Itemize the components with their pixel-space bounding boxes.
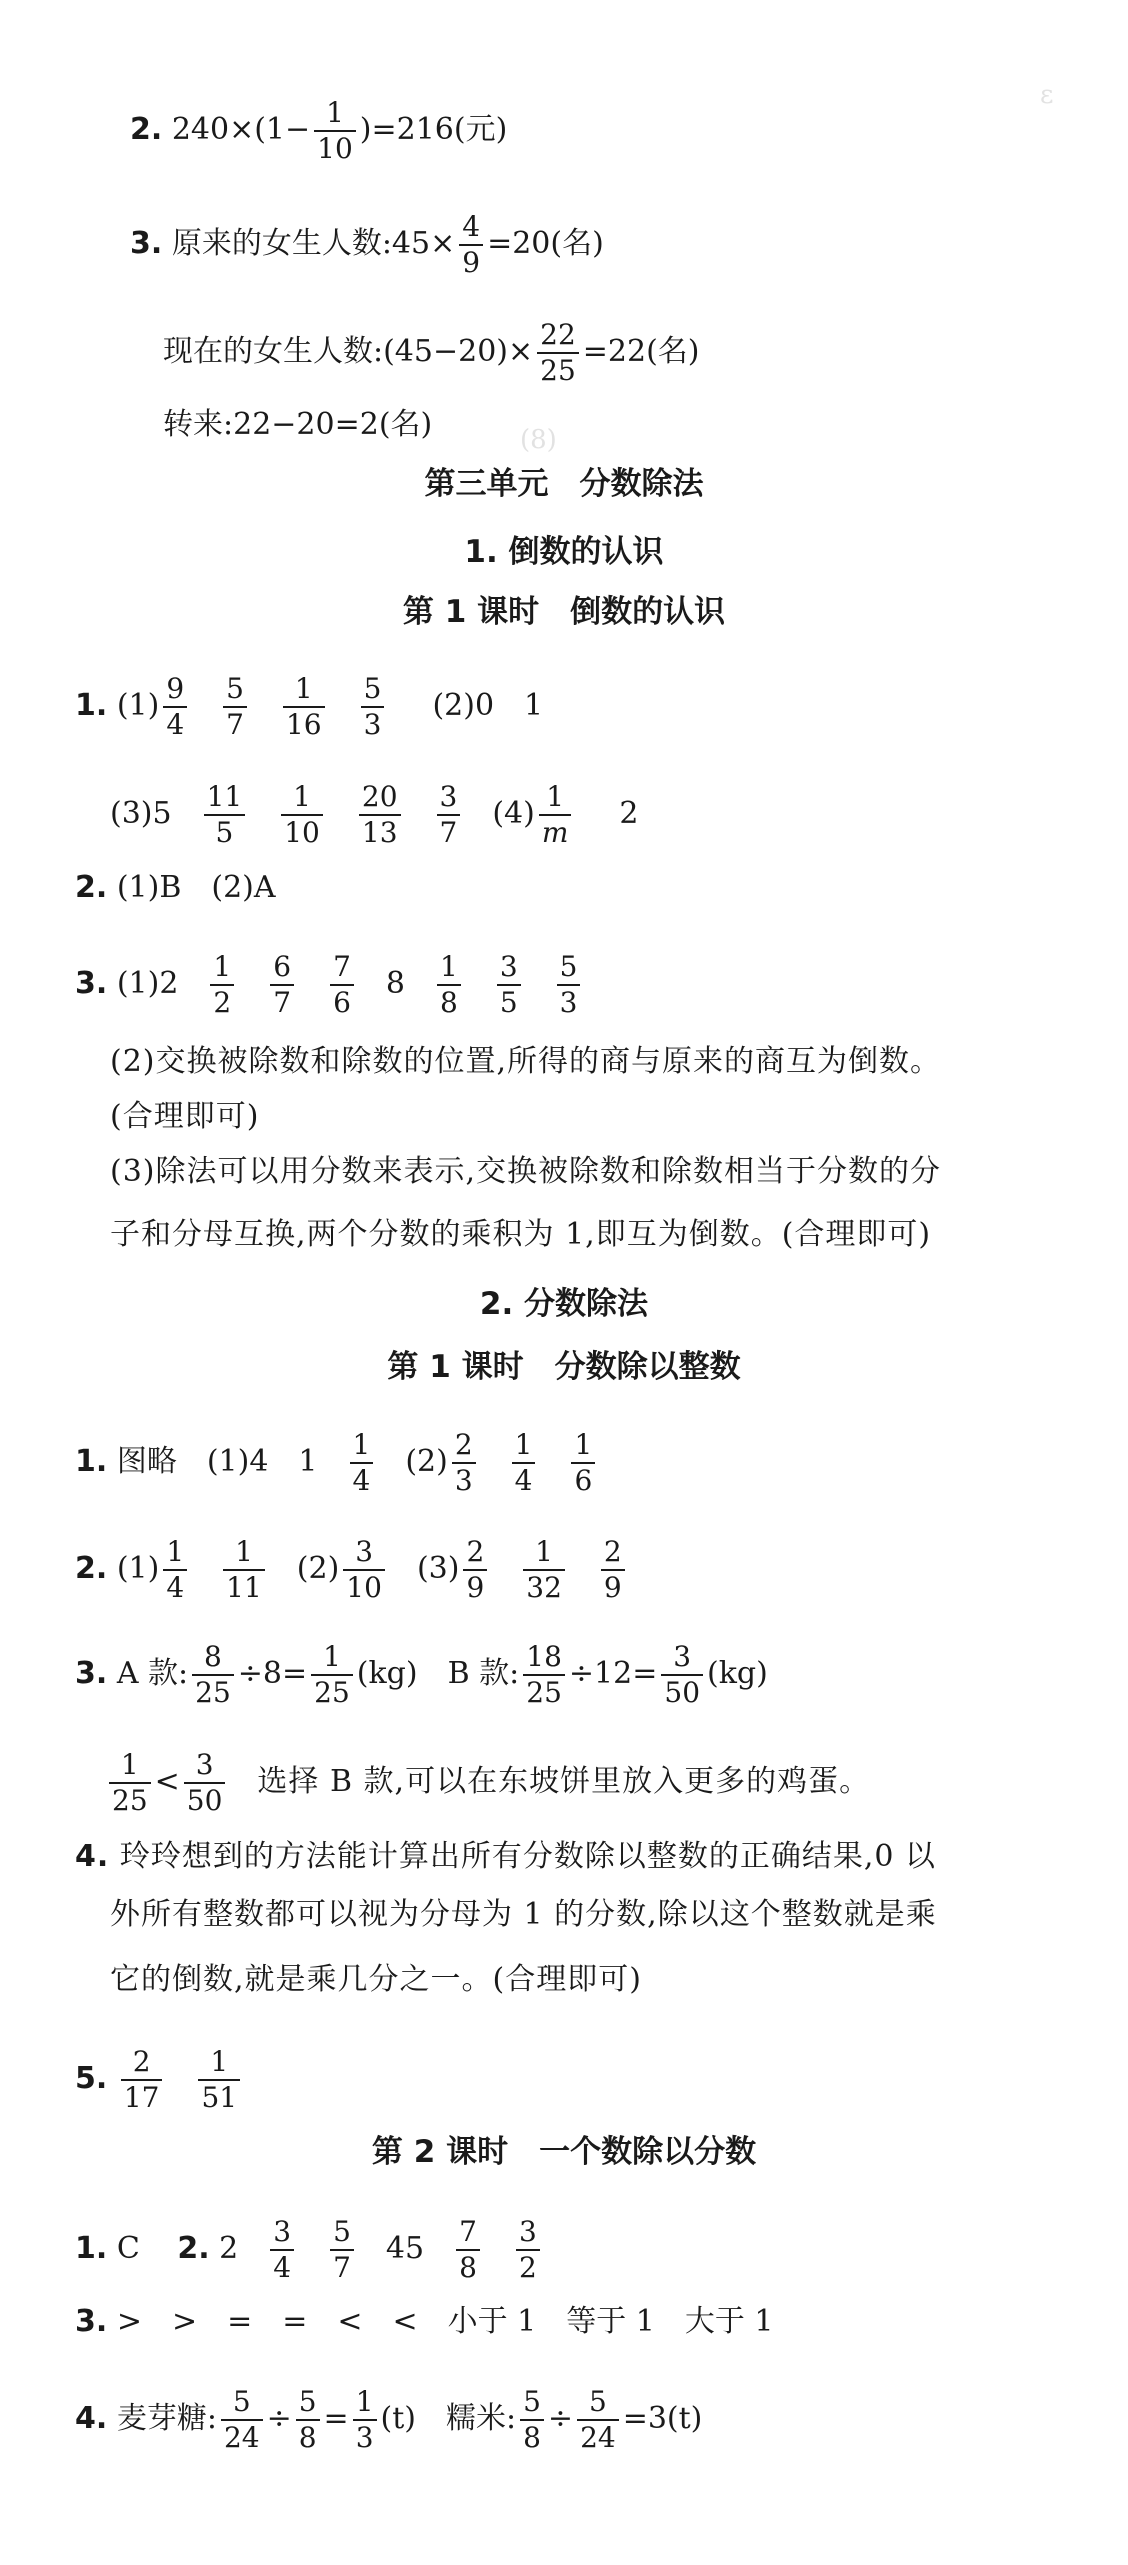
text: (2) [405,1444,448,1479]
lesson-title: 第 2 课时 一个数除以分数 [371,2134,757,2170]
text: (1)B (2)A [116,870,276,905]
fraction: $\frac{3}{50}$ [661,1640,703,1710]
answer-line [75,2215,544,2285]
text: < [154,1764,180,1799]
answer-line [105,1748,870,1818]
lesson-title: 第 1 课时 分数除以整数 [387,1349,741,1385]
text: ÷ [547,2401,574,2436]
text: (4) [492,796,535,831]
text: 选择 B 款,可以在东坡饼里放入更多的鸡蛋。 [257,1764,871,1799]
answer-line [75,1535,629,1605]
text: =20(名) [487,226,604,261]
answer-text: 子和分母互换,两个分数的乘积为 1,即互为倒数。(合理即可) [110,1217,932,1252]
bleed-mark: (8) [520,425,557,455]
answer-text: 它的倒数,就是乘几分之一。(合理即可) [110,1962,642,1997]
fraction: $\frac{2}{9}$ [463,1535,487,1605]
fraction: $\frac{7}{8}$ [456,2215,480,2285]
answer-text: (3)除法可以用分数来表示,交换被除数和除数相当于分数的分 [110,1154,942,1189]
answer-line [130,210,604,280]
fraction: $\frac{4}{9}$ [459,210,483,280]
text: 图略 (1)4 1 [116,1444,318,1479]
fraction: $\frac{1}{4}$ [163,1535,187,1605]
text: (3)5 [110,796,172,831]
item-number: 4. [75,2401,108,2436]
fraction: $\frac{1}{6}$ [571,1428,595,1498]
fraction: $\frac{1}{4}$ [512,1428,536,1498]
fraction: $\frac{2}{9}$ [601,1535,625,1605]
item-number: 1. [75,688,108,723]
item-number: 3. [130,226,163,261]
fraction: $\frac{3}{2}$ [516,2215,540,2285]
text: (2)0 1 [432,688,544,723]
text: 240×(1− [171,112,311,147]
fraction: $\frac{1}{8}$ [437,950,461,1020]
text: 原来的女生人数:45× [171,226,456,261]
text: ÷ [266,2401,292,2436]
fraction: $\frac{1}{4}$ [350,1428,374,1498]
fraction: $\frac{5}{3}$ [557,950,581,1020]
answer-line [75,1835,936,1879]
fraction: $\frac{3}{50}$ [184,1748,226,1818]
fraction: $\frac{5}{24}$ [221,2385,263,2455]
answer-text: (合理即可) [110,1099,260,1134]
text: 麦芽糖: [116,2401,217,2436]
fraction: $\frac{1}{32}$ [523,1535,565,1605]
text: > > = = < < 小于 1 等于 1 大于 1 [116,2304,774,2339]
text: A 款: [116,1656,189,1691]
fraction: $\frac{5}{7}$ [223,672,247,742]
fraction: $\frac{7}{6}$ [330,950,354,1020]
unit-title: 第三单元 分数除法 [424,466,704,502]
answer-line [75,2300,774,2344]
text: (1) [116,688,160,723]
text: = [323,2401,349,2436]
fraction: $\frac{5}{24}$ [577,2385,619,2455]
answer-line [110,780,639,850]
answer-text: 外所有整数都可以视为分母为 1 的分数,除以这个整数就是乘 [110,1897,937,1932]
answer-line [75,672,543,742]
text: 2 [219,2231,239,2266]
item-number: 2. [75,1551,108,1586]
lesson-title: 第 1 课时 倒数的认识 [402,594,726,630]
fraction: $\frac{3}{5}$ [497,950,521,1020]
text: (3) [416,1551,460,1586]
fraction: $\frac{5}{8}$ [296,2385,320,2455]
fraction: $\frac{1}{25}$ [311,1640,353,1710]
fraction: $\frac{11}{5}$ [204,780,246,850]
answer-line [75,1640,768,1710]
answer-line [163,318,700,388]
fraction: $\frac{6}{7}$ [270,950,294,1020]
fraction: $\frac{9}{4}$ [163,672,187,742]
text: =22(名) [582,334,700,369]
answer-line [75,950,584,1020]
answer-line [75,2045,244,2115]
text: (1) [116,1551,160,1586]
text: 2 [619,796,639,831]
fraction: $\frac{1}{16}$ [283,672,325,742]
text: 45 [385,2231,425,2266]
text: C [116,2231,140,2266]
fraction: $\frac{3}{4}$ [270,2215,294,2285]
text: ÷12= [568,1656,658,1691]
item-number: 3. [75,966,108,1001]
section-title: 2. 分数除法 [479,1286,649,1322]
fraction: $\frac{1}{51}$ [198,2045,240,2115]
fraction: $\frac{2}{17}$ [121,2045,163,2115]
answer-line [75,2385,702,2455]
item-number: 2. [75,870,108,905]
fraction: $\frac{1}{10}$ [281,780,323,850]
text: (1)2 [116,966,179,1001]
item-number: 1. [75,1444,108,1479]
text: 现在的女生人数:(45−20)× [163,334,534,369]
fraction: $\frac{1}{2}$ [210,950,234,1020]
answer-line [75,866,276,910]
fraction: $\frac{5}{8}$ [520,2385,544,2455]
text: (2) [296,1551,340,1586]
text: =3(t) [622,2401,703,2436]
item-number: 2. [177,2231,210,2266]
answer-line [75,1428,599,1498]
text: (kg) B 款: [356,1656,520,1691]
section-title: 1. 倒数的认识 [464,534,664,570]
text: (kg) [707,1656,768,1691]
fraction: $\frac{22}{25}$ [537,318,579,388]
text: )=216(元) [359,112,508,147]
item-number: 2. [130,112,163,147]
text: 转来:22−20=2(名) [163,407,433,442]
text: (t) 糯米: [380,2401,517,2436]
answer-text: (2)交换被除数和除数的位置,所得的商与原来的商互为倒数。 [110,1044,942,1079]
fraction: $\frac{18}{25}$ [523,1640,565,1710]
item-number: 5. [75,2061,108,2096]
fraction: $\frac{20}{13}$ [359,780,401,850]
fraction: $\frac{1}{10}$ [314,96,356,166]
fraction: $\frac{2}{3}$ [452,1428,476,1498]
bleed-mark: ε [1040,80,1054,110]
fraction: $\frac{1}{m}$ [539,780,572,850]
fraction: $\frac{5}{7}$ [330,2215,354,2285]
text: ÷8= [237,1656,308,1691]
fraction: $\frac{1}{11}$ [223,1535,265,1605]
text: 8 [385,966,405,1001]
fraction: $\frac{1}{3}$ [353,2385,377,2455]
item-number: 3. [75,1656,108,1691]
item-number: 3. [75,2304,108,2339]
text: 玲玲想到的方法能计算出所有分数除以整数的正确结果,0 以 [119,1839,936,1874]
item-number: 4. [75,1839,110,1874]
fraction: $\frac{3}{10}$ [343,1535,385,1605]
answer-line [163,403,432,447]
item-number: 1. [75,2231,108,2266]
fraction: $\frac{5}{3}$ [361,672,385,742]
fraction: $\frac{3}{7}$ [437,780,461,850]
answer-line [130,96,507,166]
fraction: $\frac{8}{25}$ [192,1640,234,1710]
fraction: $\frac{1}{25}$ [109,1748,151,1818]
